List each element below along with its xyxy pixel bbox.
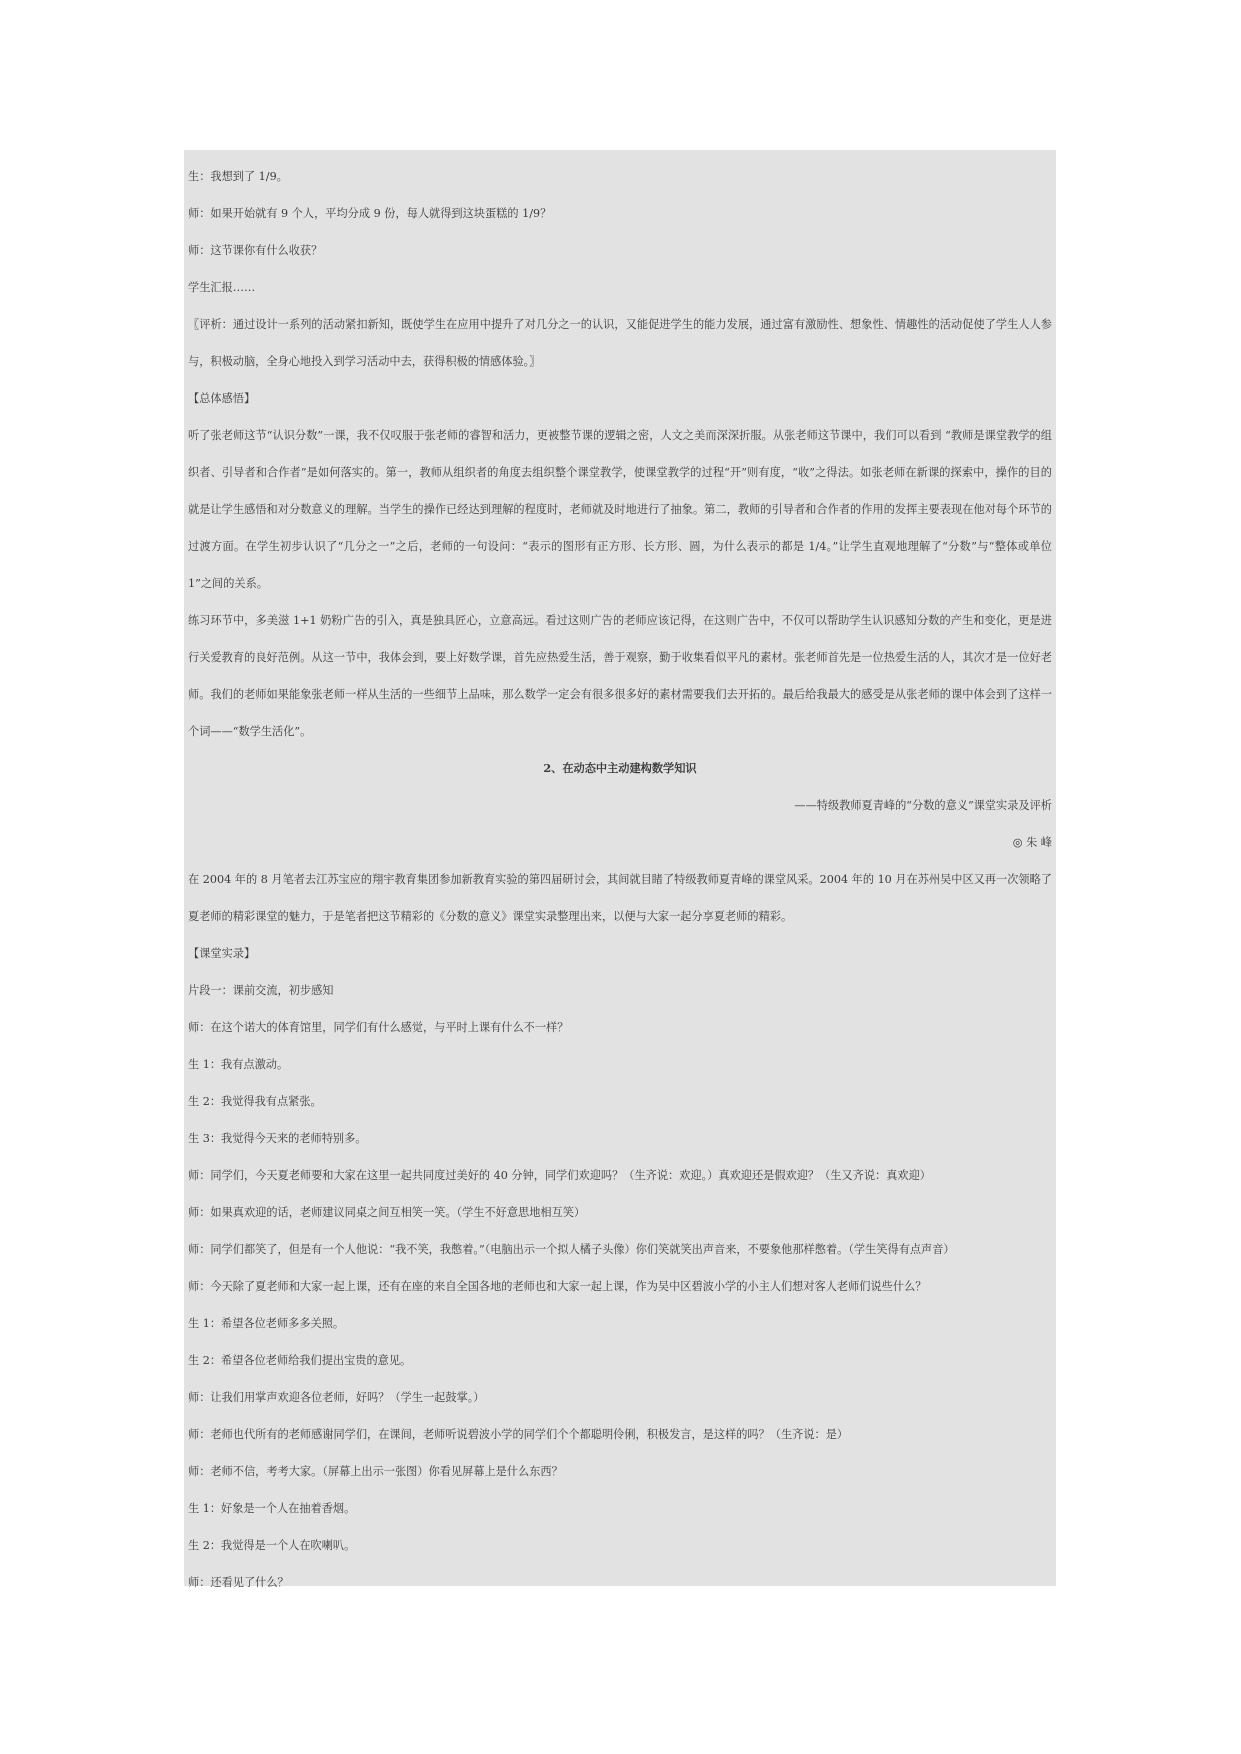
dialogue-line: 师：这节课你有什么收获？ <box>188 244 323 257</box>
dialogue-line: 师：还看见了什么？ <box>188 1576 289 1589</box>
dialogue-line: 师：让我们用掌声欢迎各位老师，好吗？（学生一起鼓掌。） <box>188 1391 485 1404</box>
section-heading: 【总体感悟】 <box>188 392 256 405</box>
dialogue-line: 师：今天除了夏老师和大家一起上课，还有在座的来自全国各地的老师也和大家一起上课，作为吴中区碧波小学的小主人们想对客人老师们说些什么？ <box>188 1280 927 1293</box>
dialogue-line: 师：在这个诺大的体育馆里，同学们有什么感觉，与平时上课有什么不一样？ <box>188 1021 569 1034</box>
article-author: ◎ 朱 峰 <box>1012 836 1052 849</box>
article-title: 2、在动态中主动建构数学知识 <box>543 761 697 775</box>
dialogue-line: 生：我想到了 1/9。 <box>188 170 288 183</box>
dialogue-line: 师：如果真欢迎的话，老师建议同桌之间互相笑一笑。（学生不好意思地相互笑） <box>188 1206 586 1219</box>
body-paragraph: 练习环节中，多美滋 1+1 奶粉广告的引入，真是独具匠心，立意高远。看过这则广告的老师应该记得，在这则广告中，不仅可以帮助学生认识感知分数的产生和变化，更是进行关爱教育的良好范例。从这一节中，我体会到，要上好数学课，首先应热爱生活，善于观察，勤于收集看似平凡的素材。张老师首先是一位热爱生活的人，其次才是一位好老师。我们的老师如果能象张老师一样从生活的一些细节上品味，那么数学一定会有很多很多好的素材需要我们去开拓的。最后给我最大的感受是从张老师的课中体会到了这样一个词——“数学生活化”。 <box>188 614 1052 738</box>
dialogue-line: 生 1：我有点激动。 <box>188 1058 289 1071</box>
dialogue-line: 生 1：希望各位老师多多关照。 <box>188 1317 345 1330</box>
body-paragraph: 听了张老师这节“认识分数”一课，我不仅叹服于张老师的睿智和活力，更被整节课的逻辑之密，人文之美而深深折服。从张老师这节课中，我们可以看到 “教师是课堂教学的组织者、引导者和合作者”是如何落实的。第一，教师从组织者的角度去组织整个课堂教学，使课堂教学的过程“开”则有度，“收”之得法。如张老师在新课的探索中，操作的目的就是让学生感悟和对分数意义的理解。当学生的操作已经达到理解的程度时，老师就及时地进行了抽象。第二，教师的引导者和合作者的作用的发挥主要表现在他对每个环节的过渡方面。在学生初步认识了“几分之一”之后，老师的一句设问：“表示的图形有正方形、长方形、圆，为什么表示的都是 1/4。”让学生直观地理解了“分数”与“整体或单位 1”之间的关系。 <box>188 429 1052 590</box>
segment-heading: 片段一：课前交流，初步感知 <box>188 984 334 997</box>
document-text-block <box>184 150 1056 1589</box>
article-subtitle: ——特级教师夏青峰的“分数的意义”课堂实录及评析 <box>794 799 1052 812</box>
dialogue-line: 师：同学们，今天夏老师要和大家在这里一起共同度过美好的 40 分钟，同学们欢迎吗？（生齐说：欢迎。）真欢迎还是假欢迎？（生又齐说：真欢迎） <box>188 1169 931 1182</box>
dialogue-line: 师：老师不信，考考大家。（屏幕上出示一张图）你看见屏幕上是什么东西？ <box>188 1465 563 1478</box>
dialogue-line: 生 3：我觉得今天来的老师特别多。 <box>188 1132 367 1145</box>
commentary-paragraph: 〖评析：通过设计一系列的活动紧扣新知，既使学生在应用中提升了对几分之一的认识，又能促进学生的能力发展，通过富有激励性、想象性、情趣性的活动促使了学生人人参与，积极动脑，全身心地投入到学习活动中去，获得积极的情感体验。〗 <box>188 318 1052 368</box>
dialogue-line: 师：如果开始就有 9 个人，平均分成 9 份，每人就得到这块蛋糕的 1/9？ <box>188 207 552 220</box>
dialogue-line: 生 2：希望各位老师给我们提出宝贵的意见。 <box>188 1354 412 1367</box>
body-paragraph: 在 2004 年的 8 月笔者去江苏宝应的翔宇教育集团参加新教育实验的第四届研讨会，其间就目睹了特级教师夏青峰的课堂风采。2004 年的 10 月在苏州吴中区又再一次领略了夏老师的精彩课堂的魅力，于是笔者把这节精彩的《分数的意义》课堂实录整理出来，以便与大家一起分享夏老师的精彩。 <box>188 873 1052 923</box>
dialogue-line: 师：老师也代所有的老师感谢同学们，在课间，老师听说碧波小学的同学们个个都聪明伶俐，积极发言，是这样的吗？（生齐说：是） <box>188 1428 849 1441</box>
dialogue-line: 生 2：我觉得我有点紧张。 <box>188 1095 322 1108</box>
dialogue-line: 学生汇报…… <box>188 281 256 294</box>
dialogue-line: 生 2：我觉得是一个人在吹喇叭。 <box>188 1539 356 1552</box>
dialogue-line: 生 1：好象是一个人在抽着香烟。 <box>188 1502 356 1515</box>
dialogue-line: 师：同学们都笑了，但是有一个人他说：“我不笑，我憋着。”（电脑出示一个拟人橘子头像）你们笑就笑出声音来，不要象他那样憋着。（学生笑得有点声音） <box>188 1243 955 1256</box>
section-heading: 【课堂实录】 <box>188 947 256 960</box>
